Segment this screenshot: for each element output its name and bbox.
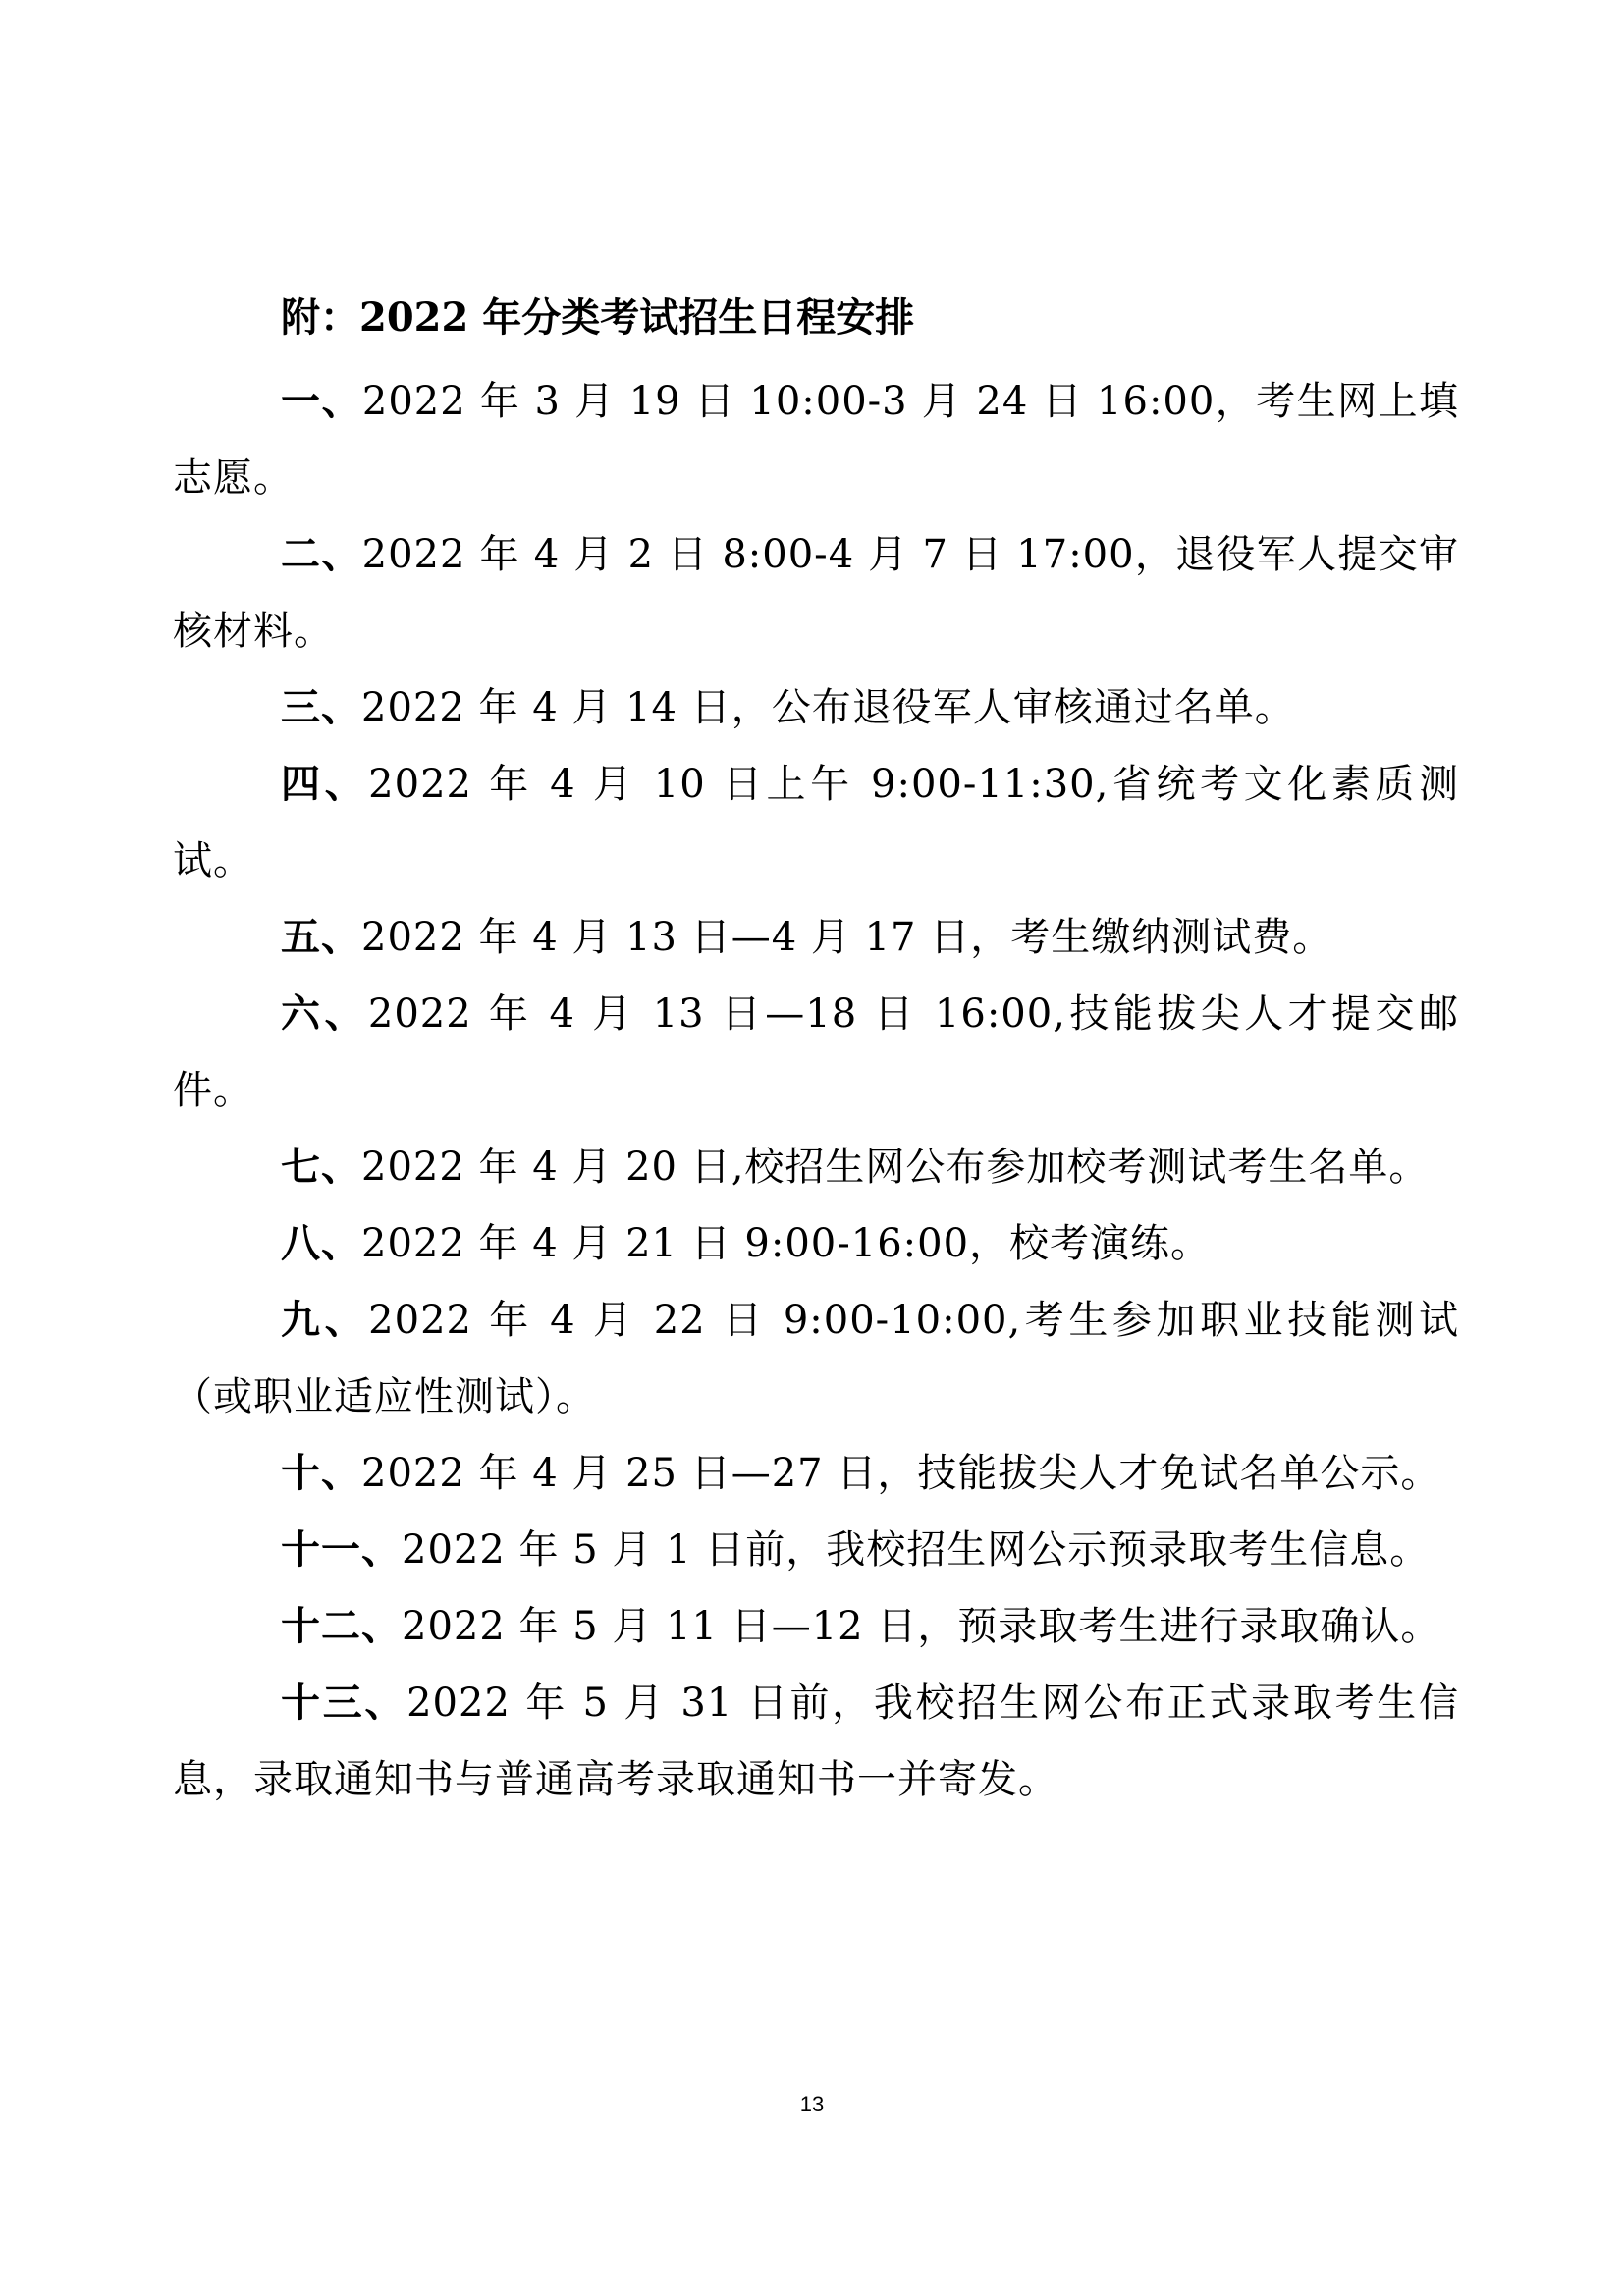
schedule-item-10: [173, 1435, 1459, 1512]
item-number: 五、: [281, 914, 361, 960]
item-number: 六、: [281, 990, 368, 1037]
schedule-item-2: [173, 516, 1459, 669]
item-text: 2022 年 4 月 10 日上午 9:00-11:30,省统考文化素质测试。: [173, 762, 1460, 883]
item-text: 2022 年 4 月 22 日 9:00-10:00,考生参加职业技能测试（或职业适应性测试）。: [173, 1298, 1460, 1419]
item-text: 2022 年 4 月 14 日，公布退役军人审核通过名单。: [361, 685, 1295, 730]
item-text: 2022 年 4 月 20 日,校招生网公布参加校考测试考生名单。: [361, 1145, 1430, 1190]
schedule-item-9: [173, 1282, 1459, 1435]
item-number: 十二、: [281, 1603, 402, 1649]
item-text: 2022 年 4 月 13 日—4 月 17 日，考生缴纳测试费。: [361, 915, 1333, 960]
schedule-item-1: [173, 363, 1459, 516]
page-number: 13: [799, 2092, 825, 2116]
item-text: 2022 年 4 月 25 日—27 日，技能拔尖人才免试名单公示。: [361, 1451, 1441, 1496]
schedule-heading: 附：2022 年分类考试招生日程安排: [281, 294, 915, 341]
item-number: 四、: [281, 761, 369, 807]
item-number: 九、: [281, 1297, 369, 1343]
schedule-item-8: [173, 1205, 1459, 1282]
item-text: 2022 年 4 月 13 日—18 日 16:00,技能拔尖人才提交邮件。: [173, 991, 1459, 1113]
item-number: 十三、: [281, 1680, 407, 1726]
item-text: 2022 年 3 月 19 日 10:00-3 月 24 日 16:00，考生网上填志愿。: [173, 379, 1460, 501]
schedule-item-7: [173, 1129, 1459, 1205]
schedule-item-3: [173, 669, 1459, 746]
schedule-item-12: [173, 1588, 1459, 1665]
document-body: [173, 287, 1459, 1818]
item-text: 2022 年 5 月 31 日前，我校招生网公布正式录取考生信息，录取通知书与普通高考录取通知书一并寄发。: [173, 1681, 1459, 1802]
item-text: 2022 年 5 月 11 日—12 日，预录取考生进行录取确认。: [402, 1604, 1441, 1649]
item-text: 2022 年 5 月 1 日前，我校招生网公示预录取考生信息。: [402, 1527, 1431, 1573]
item-number: 十一、: [281, 1526, 402, 1573]
schedule-item-11: [173, 1512, 1459, 1588]
item-text: 2022 年 4 月 21 日 9:00-16:00，校考演练。: [361, 1221, 1212, 1266]
schedule-item-4: [173, 746, 1459, 899]
item-number: 二、: [281, 531, 362, 577]
item-number: 三、: [281, 684, 361, 730]
schedule-item-13: [173, 1665, 1459, 1818]
item-number: 七、: [281, 1144, 361, 1190]
schedule-item-6: [173, 976, 1459, 1129]
item-number: 一、: [281, 378, 362, 424]
item-number: 十、: [281, 1450, 361, 1496]
item-text: 2022 年 4 月 2 日 8:00-4 月 7 日 17:00，退役军人提交审核材料。: [173, 532, 1460, 654]
item-number: 八、: [281, 1220, 361, 1266]
schedule-item-5: [173, 899, 1459, 976]
